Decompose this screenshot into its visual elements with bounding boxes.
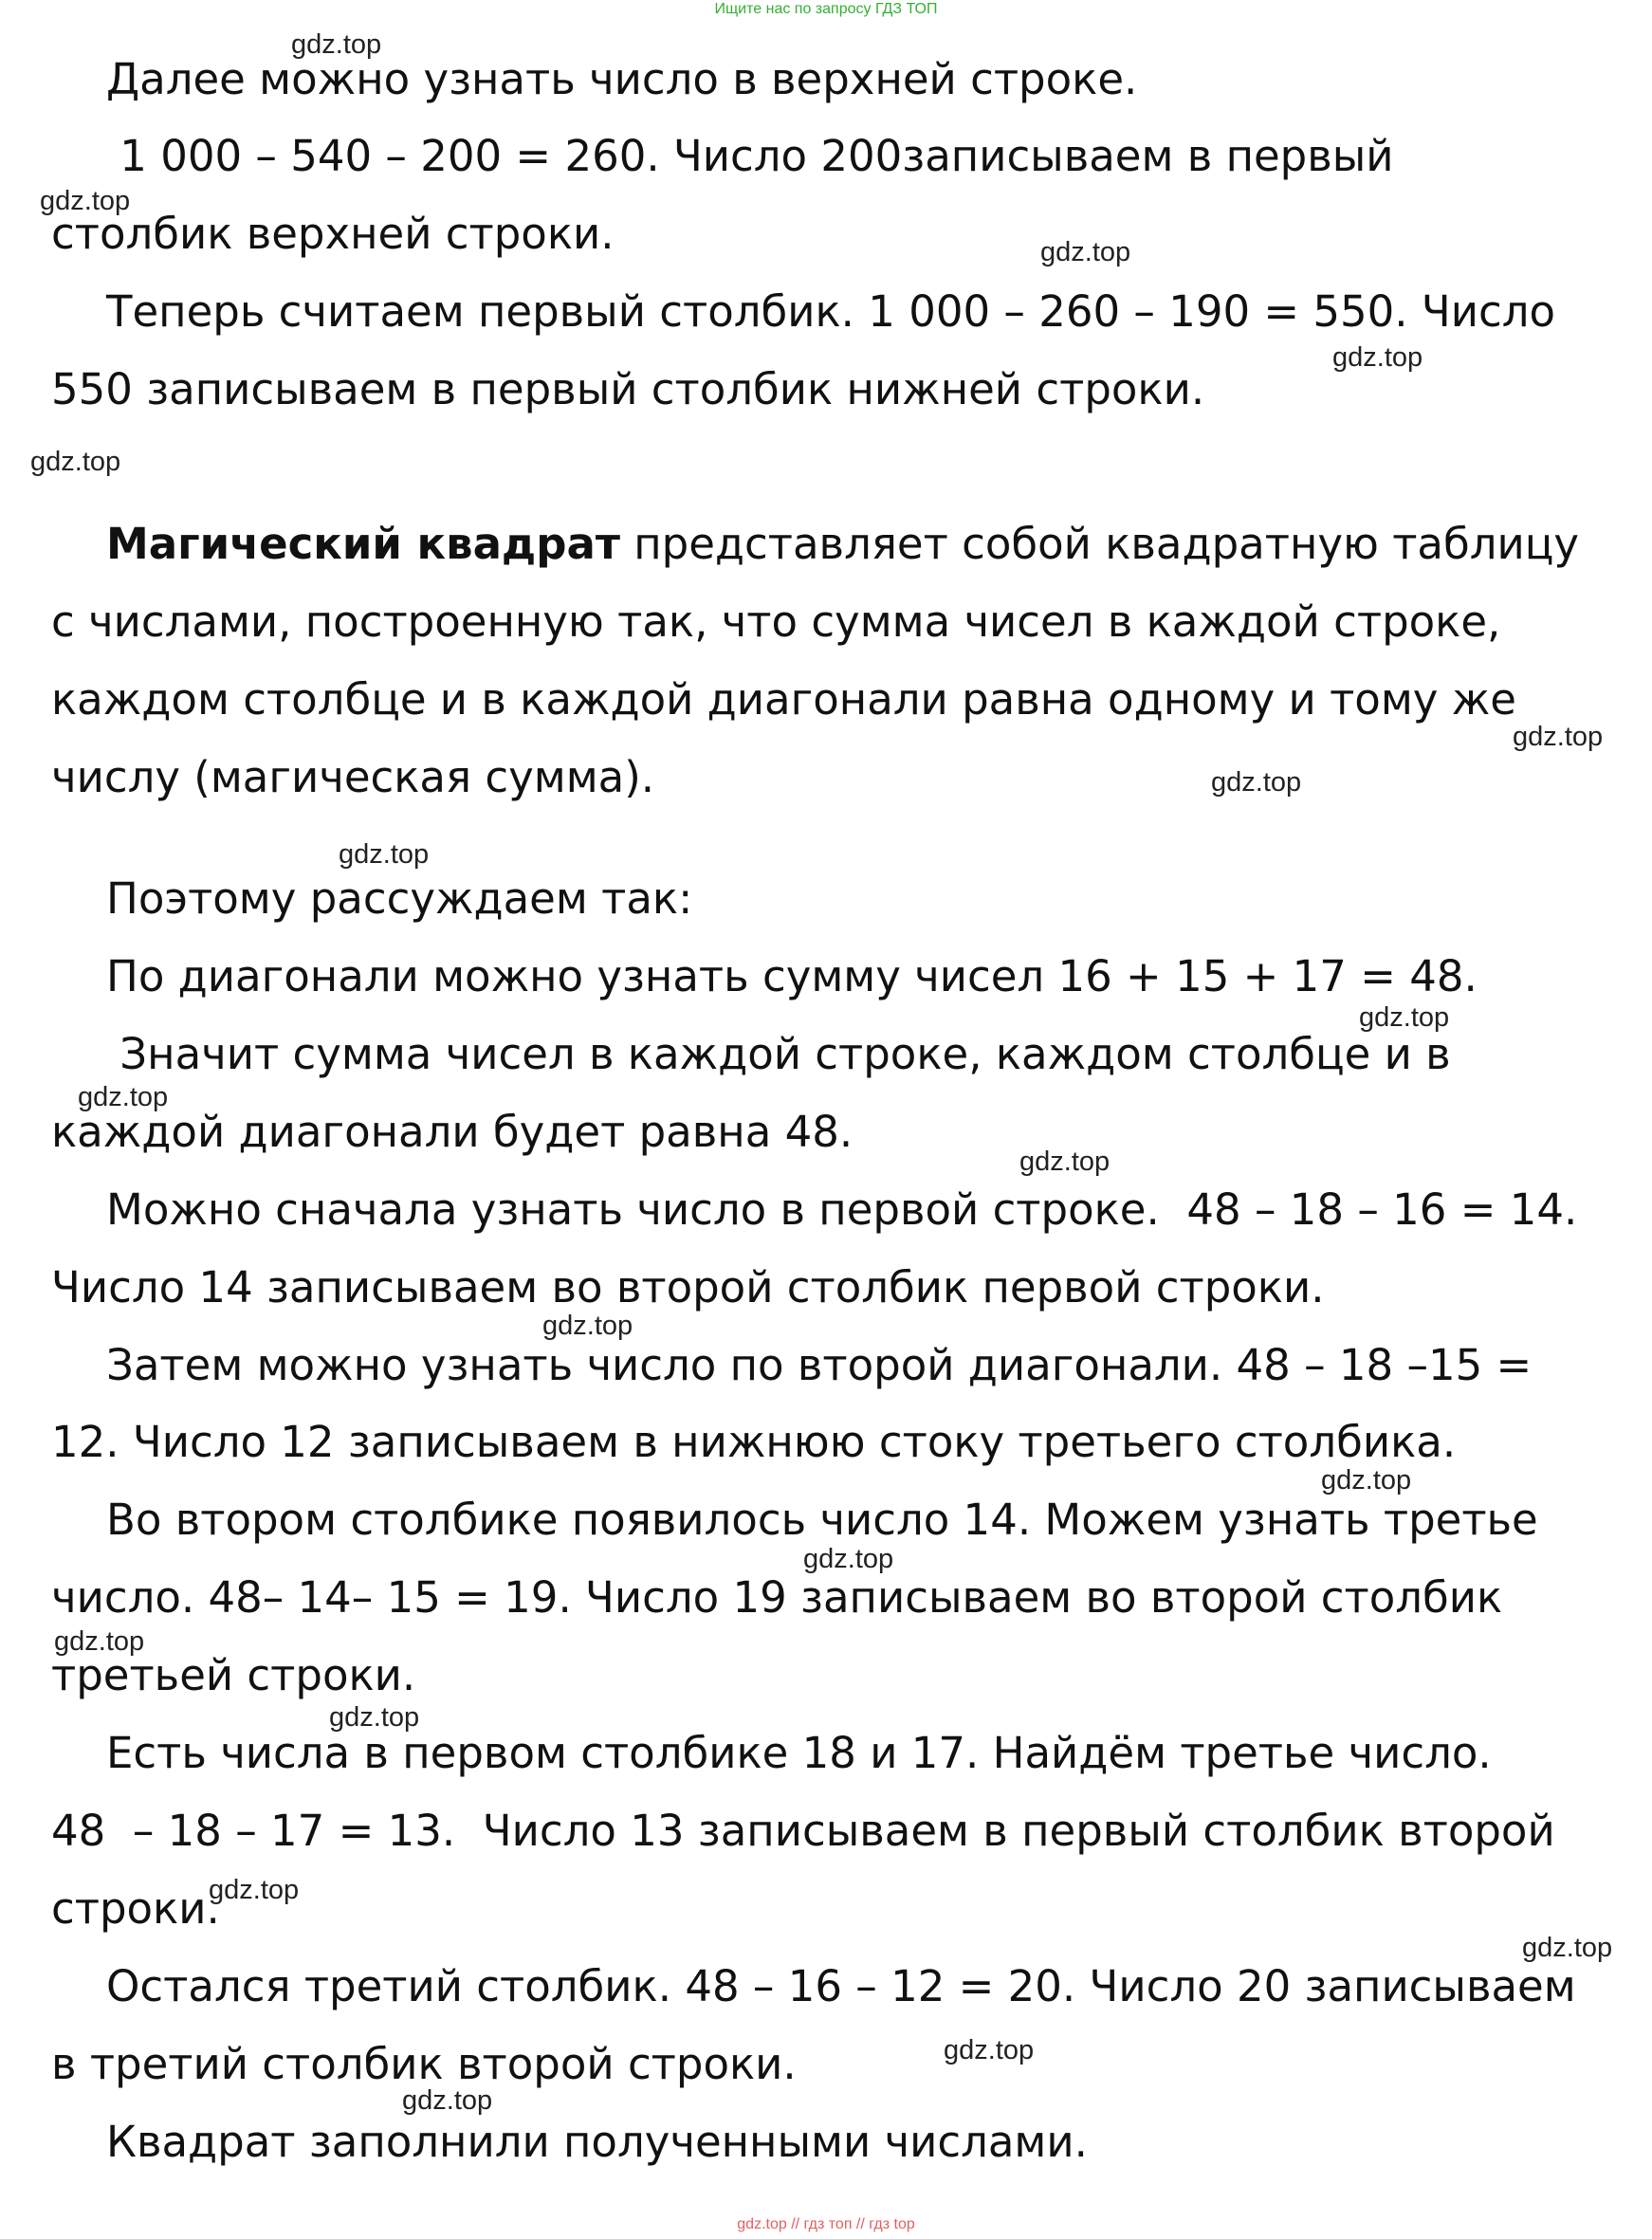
text-line: Затем можно узнать число по второй диагонали. 48 – 18 –15 = bbox=[106, 1340, 1533, 1390]
text-line: каждом столбце и в каждой диагонали равна одному и тому же bbox=[51, 674, 1516, 725]
text-line: 12. Число 12 записываем в нижнюю стоку третьего столбика. bbox=[51, 1417, 1457, 1467]
bottom-footer[interactable]: gdz.top // гдз топ // гдз top bbox=[737, 2216, 915, 2232]
watermark: gdz.top bbox=[1019, 1147, 1111, 1177]
definition-line bbox=[106, 518, 1579, 571]
text-line: числу (магическая сумма). bbox=[51, 752, 655, 802]
text-line: столбик верхней строки. bbox=[51, 209, 615, 259]
watermark: gdz.top bbox=[944, 2035, 1035, 2065]
watermark: gdz.top bbox=[1359, 1002, 1450, 1033]
text-line: Теперь считаем первый столбик. 1 000 – 260 – 190 = 550. Число bbox=[106, 286, 1556, 337]
text-line: Значит сумма чисел в каждой строке, каждом столбце и в bbox=[106, 1029, 1451, 1079]
watermark: gdz.top bbox=[209, 1875, 300, 1905]
top-banner[interactable]: Ищите нас по запросу ГДЗ ТОП bbox=[714, 1, 938, 17]
text-line: Можно сначала узнать число в первой строке. 48 – 18 – 16 = 14. bbox=[106, 1184, 1578, 1235]
watermark: gdz.top bbox=[78, 1082, 169, 1112]
text-line: с числами, построенную так, что сумма чисел в каждой строке, bbox=[51, 596, 1501, 647]
text-line: Остался третий столбик. 48 – 16 – 12 = 20. Число 20 записываем bbox=[106, 1961, 1576, 2011]
definition-text: представляет собой квадратную таблицу bbox=[619, 519, 1580, 569]
text-line: Во втором столбике появилось число 14. Можем узнать третье bbox=[106, 1495, 1538, 1545]
watermark: gdz.top bbox=[40, 186, 131, 216]
text-line: 48 – 18 – 17 = 13. Число 13 записываем в первый столбик второй bbox=[51, 1806, 1555, 1856]
watermark: gdz.top bbox=[1513, 722, 1604, 752]
definition-term: Магический квадрат bbox=[106, 519, 620, 569]
text-line: Поэтому рассуждаем так: bbox=[106, 873, 693, 924]
watermark: gdz.top bbox=[803, 1544, 894, 1574]
text-line: 1 000 – 540 – 200 = 260. Число 200записываем в первый bbox=[106, 131, 1394, 181]
text-line: Квадрат заполнили полученными числами. bbox=[106, 2117, 1088, 2167]
watermark: gdz.top bbox=[30, 447, 121, 477]
text-line: третьей строки. bbox=[51, 1650, 416, 1700]
text-line: число. 48– 14– 15 = 19. Число 19 записываем во второй столбик bbox=[51, 1572, 1503, 1623]
watermark: gdz.top bbox=[402, 2085, 493, 2116]
text-line: 550 записываем в первый столбик нижней строки. bbox=[51, 364, 1205, 414]
text-line: По диагонали можно узнать сумму чисел 16 + 15 + 17 = 48. bbox=[106, 951, 1478, 1001]
watermark: gdz.top bbox=[1211, 767, 1302, 798]
watermark: gdz.top bbox=[339, 839, 430, 870]
watermark: gdz.top bbox=[542, 1311, 633, 1341]
watermark: gdz.top bbox=[329, 1702, 420, 1733]
text-line: Есть числа в первом столбике 18 и 17. Найдём третье число. bbox=[106, 1728, 1492, 1778]
watermark: gdz.top bbox=[291, 29, 382, 60]
text-line: строки. bbox=[51, 1883, 220, 1934]
watermark: gdz.top bbox=[1522, 1933, 1613, 1963]
text-line: в третий столбик второй строки. bbox=[51, 2039, 797, 2089]
text-line: каждой диагонали будет равна 48. bbox=[51, 1107, 854, 1157]
text-line: Число 14 записываем во второй столбик первой строки. bbox=[51, 1262, 1325, 1312]
watermark: gdz.top bbox=[54, 1626, 145, 1657]
watermark: gdz.top bbox=[1332, 342, 1423, 373]
watermark: gdz.top bbox=[1321, 1465, 1412, 1496]
text-line: Далее можно узнать число в верхней строке. bbox=[106, 54, 1138, 104]
watermark: gdz.top bbox=[1040, 237, 1131, 267]
